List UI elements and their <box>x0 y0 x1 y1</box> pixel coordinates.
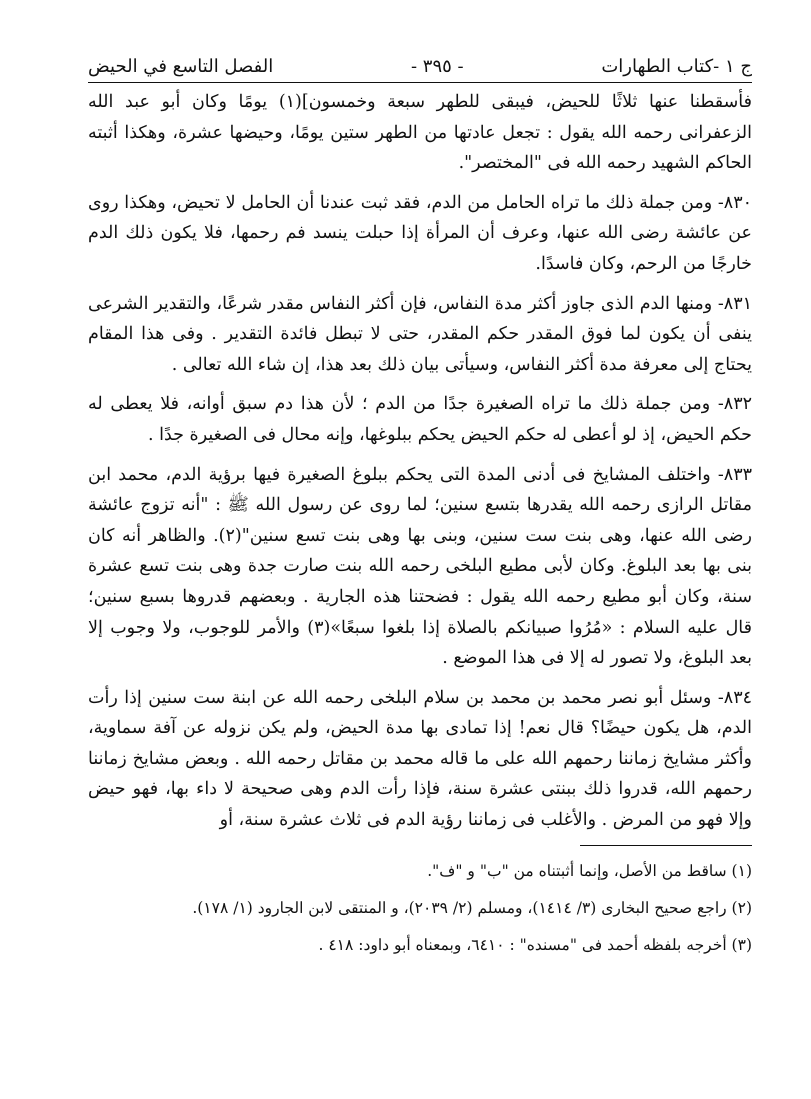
paragraph: فأسقطنا عنها ثلاثًا للحيض، فيبقى للطهر سبعة وخمسون](١) يومًا وكان أبو عبد الله الزعفرانى رحمه الله يقول : تجعل عادتها من الطهر ستين يومًا، وحيضها عشرة، وهكذا أثبته الحاكم الشهيد رحمه الله فى "المختصر". <box>88 92 752 174</box>
main-text <box>88 87 752 836</box>
paragraph-831: ٨٣١- ومنها الدم الذى جاوز أكثر مدة النفاس، فإن أكثر النفاس مقدر شرعًا، والتقدير الشرعى ينفى أن يكون لما فوق المقدر حكم المقدر، حتى لا تبطل فائدة التقدير . وفى هذا المقام يحتاج إلى معرفة مدة أكثر النفاس، وسيأتى بيان ذلك بعد هذا، إن شاء الله تعالى . <box>88 293 752 375</box>
footnote-divider <box>88 845 752 846</box>
footnote-1: (١) ساقط من الأصل، وإنما أثبتناه من "ب" و "ف". <box>427 861 752 880</box>
footnotes <box>88 860 752 956</box>
book-page <box>88 56 752 971</box>
paragraph-833: ٨٣٣- واختلف المشايخ فى أدنى المدة التى يحكم ببلوغ الصغيرة فيها برؤية الدم، محمد ابن مقاتل الرازى رحمه الله يقدرها بتسع سنين؛ لما روى عن رسول الله ﷺ : "أنه تزوج عائشة رضى الله عنها، وهى بنت ست سنين، وبنى بها وهى بنت تسع سنين"(٢). والظاهر أنه كان بنى بها بعد البلوغ. وكان لأبى مطيع البلخى رحمه الله بنت صارت جدة وهى بنت تسع عشرة سنة، وكان أبو مطيع رحمه الله يقول : فضحتنا هذه الجارية . وبعضهم قدروها بسبع سنين؛ قال عليه السلام : «مُرُوا صبيانكم بالصلاة إذا بلغوا سبعًا»(٣) والأمر للوجوب، ولا وجوب إلا بعد البلوغ، ولا تصور له إلا فى هذا الموضع . <box>88 464 752 669</box>
footnote-3: (٣) أخرجه بلفظه أحمد فى "مسنده" : ٦٤١٠، وبمعناه أبو داود: ٤١٨ . <box>318 935 752 954</box>
paragraph-832: ٨٣٢- ومن جملة ذلك ما تراه الصغيرة جدًا من الدم ؛ لأن هذا دم سبق أوانه، فلا يعطى له حكم الحيض، إذ لو أعطى له حكم الحيض يحكم ببلوغها، وإنه محال فى الصغيرة جدًا . <box>88 394 752 445</box>
running-header <box>88 56 752 83</box>
header-section-title: الفصل التاسع في الحيض <box>88 56 274 77</box>
page-number: - ٣٩٥ - <box>410 56 464 77</box>
paragraph-830: ٨٣٠- ومن جملة ذلك ما تراه الحامل من الدم، فقد ثبت عندنا أن الحامل لا تحيض، وهكذا روى عن عائشة رضى الله عنها، وعرف أن المرأة إذا حبلت ينسد فم رحمها، فلا يكون ذلك الدم خارجًا من الرحم، وكان فاسدًا. <box>88 192 752 274</box>
footnote-rule <box>580 845 752 846</box>
header-volume-chapter: ج ١ -كتاب الطهارات <box>601 56 752 77</box>
footnote-2: (٢) راجع صحيح البخارى (٣/ ١٤١٤)، ومسلم (٢/ ٢٠٣٩)، و المنتقى لابن الجارود (١/ ١٧٨). <box>192 898 752 917</box>
paragraph-834: ٨٣٤- وسئل أبو نصر محمد بن محمد بن سلام البلخى رحمه الله عن ابنة ست سنين إذا رأت الدم، هل يكون حيضًا؟ قال نعم! إذا تمادى بها مدة الحيض، ولم يكن نزوله عن آفة سماوية، وأكثر مشايخ زماننا رحمهم الله على ما قاله محمد بن مقاتل رحمه الله . وبعض مشايخ زماننا رحمهم الله، قدروا ذلك ببنتى عشرة سنة، فإذا رأت الدم وهى صحيحة لا داء بها، فهو حيض وإلا فهو من المرض . والأغلب فى زماننا رؤية الدم فى ثلاث عشرة سنة، أو <box>88 687 752 831</box>
